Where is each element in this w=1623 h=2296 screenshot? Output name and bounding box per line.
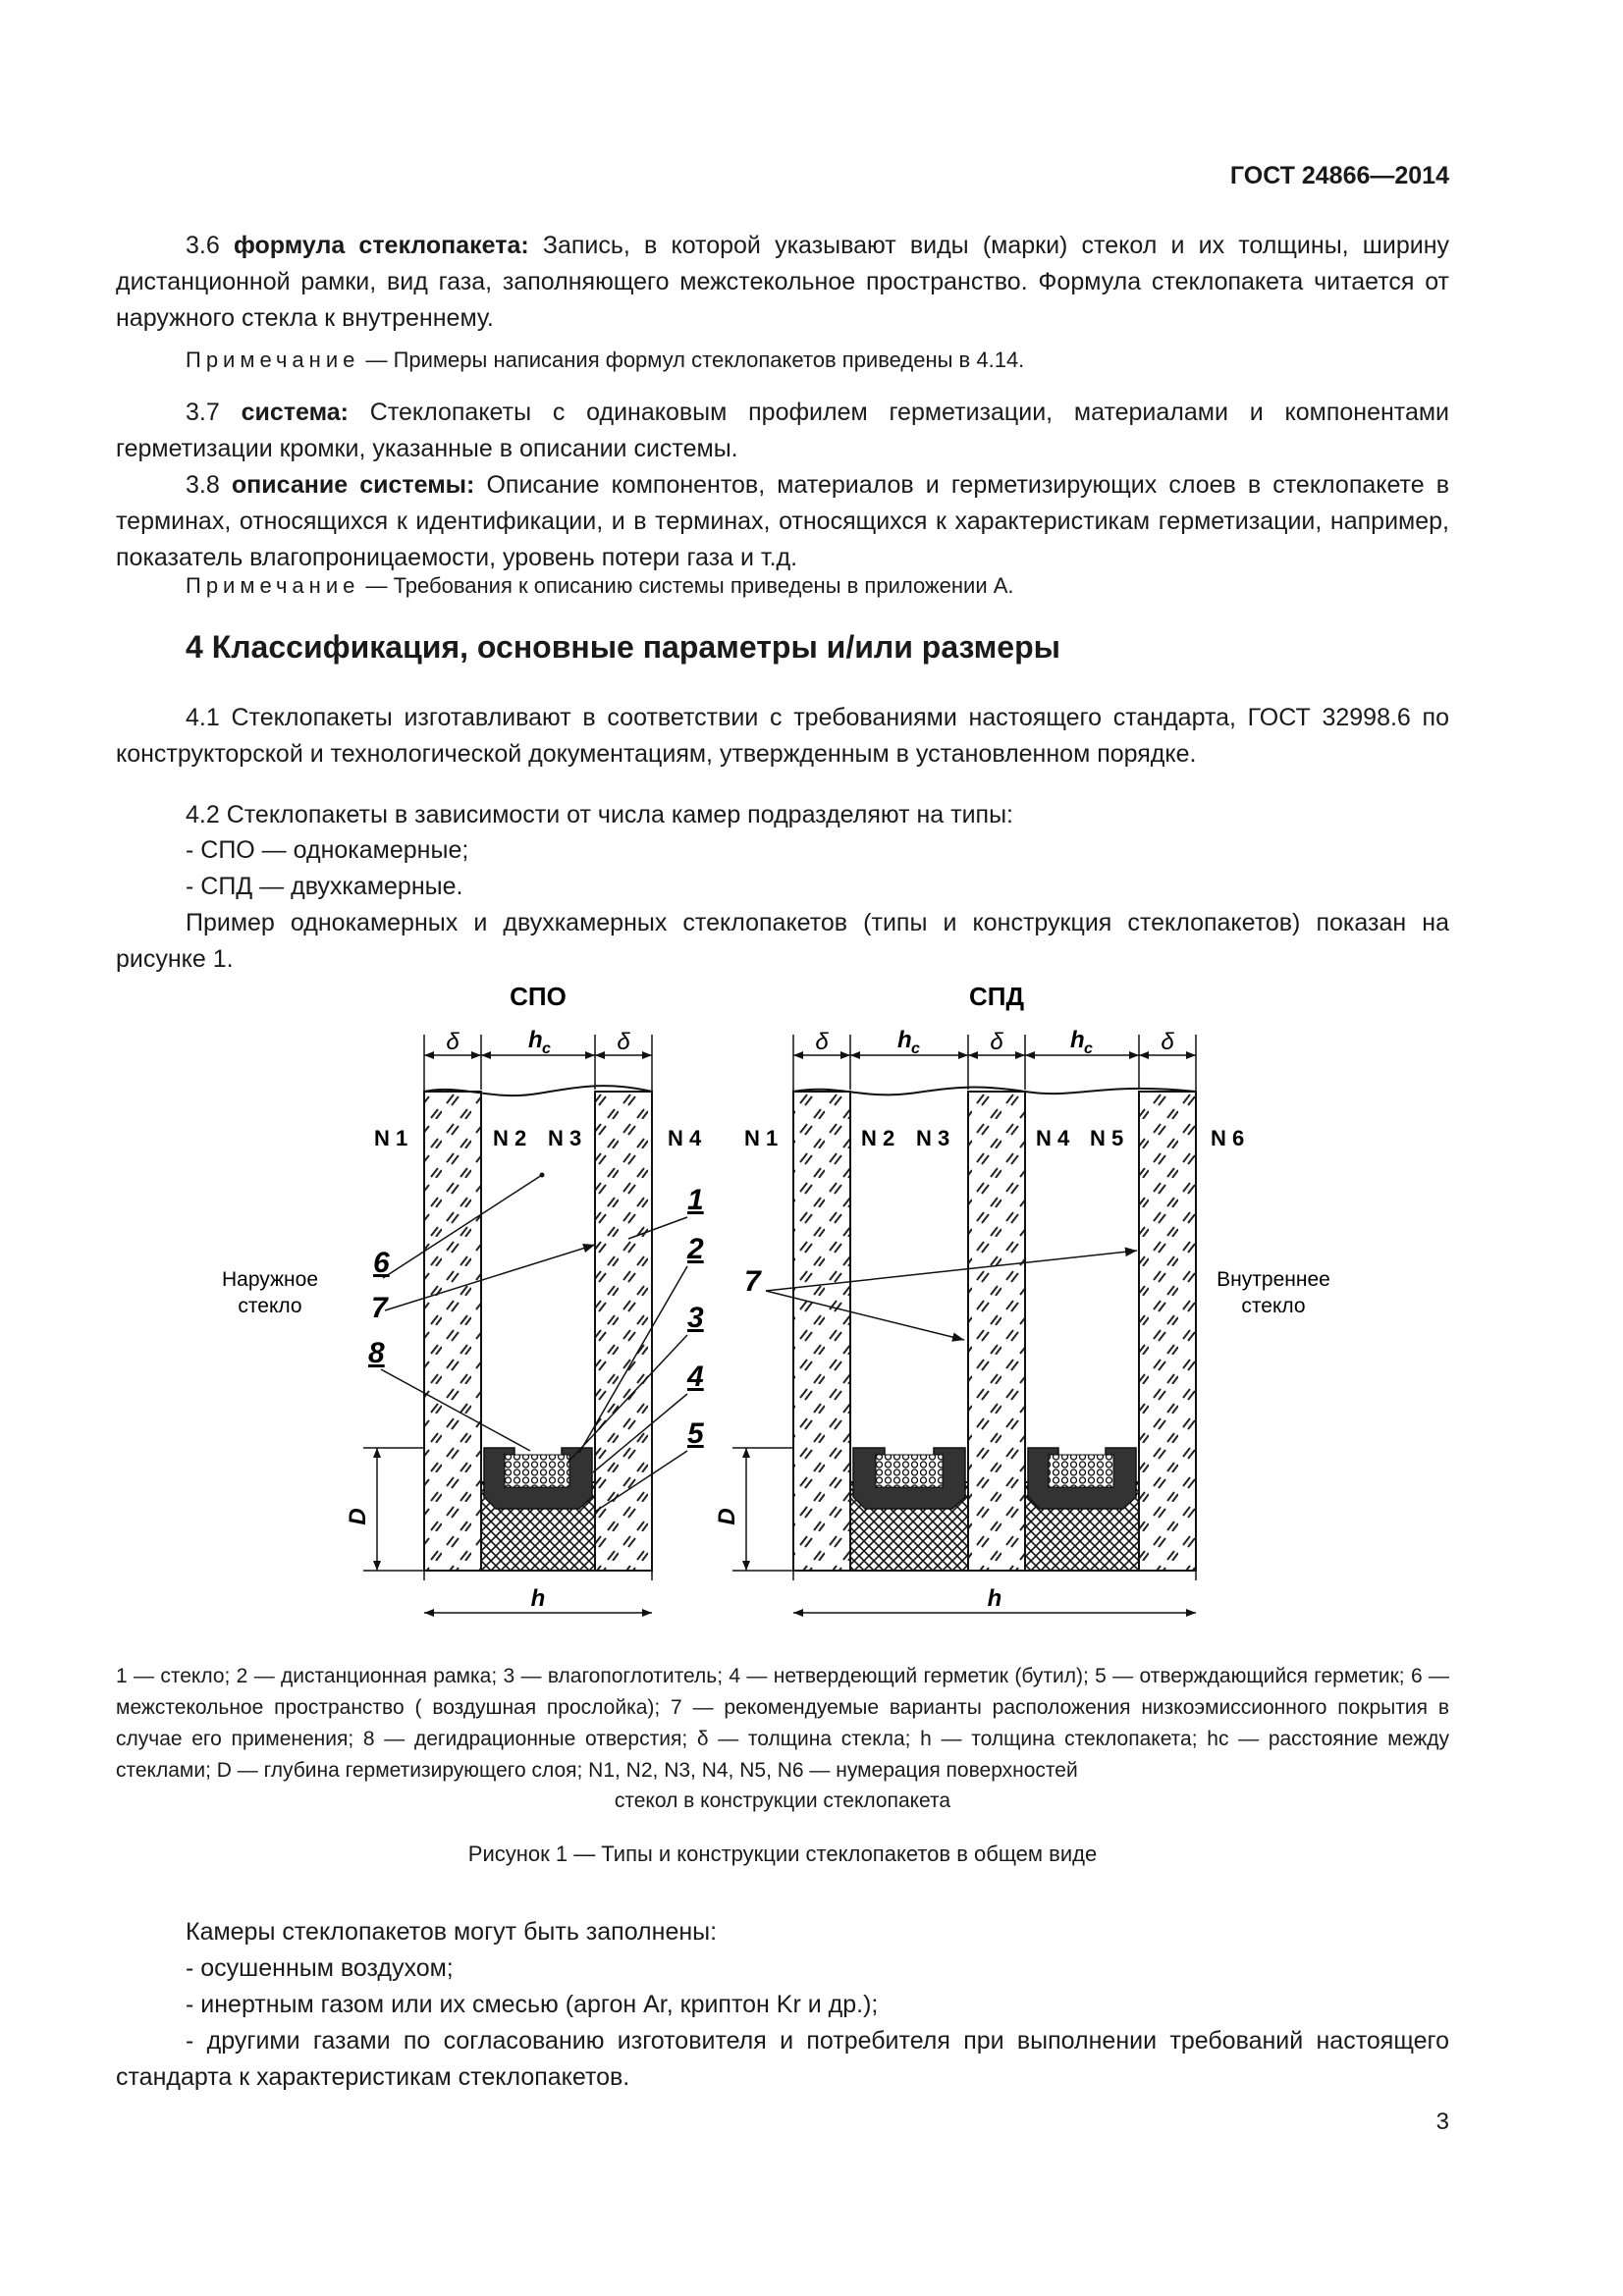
svg-text:c: c (1084, 1041, 1093, 1057)
inner-glass-pane (1139, 1092, 1196, 1571)
note-1: Примечание — Примеры написания формул стеклопакетов приведены в 4.14. (186, 347, 1025, 372)
term-formula: формула стеклопакета: (233, 232, 529, 259)
surface-label: N 3 (548, 1126, 582, 1150)
surface-label: N 4 (668, 1126, 702, 1150)
inner-glass-label: стекло (1241, 1295, 1306, 1317)
svg-text:c: c (542, 1041, 551, 1057)
outer-glass-pane (793, 1092, 850, 1571)
surface-label: N 4 (1036, 1126, 1070, 1150)
surface-label: N 6 (1211, 1126, 1245, 1150)
paragraph-3-6: 3.6 формула стеклопакета: Запись, в которой указывают виды (марки) стекол и их толщины, ширину дистанционной рамки, вид газа, заполняющего межстекольное пространство. Формула стеклопакета читается от наружного стекла к внутреннему. (116, 232, 1449, 332)
desiccant (876, 1455, 943, 1487)
paragraph-example: Пример однокамерных и двухкамерных стеклопакетов (типы и конструкция стеклопакетов) показан на рисунке 1. (116, 909, 1449, 973)
spo-diagram (222, 982, 705, 1617)
middle-glass-pane (968, 1092, 1025, 1571)
inner-glass-label: Внутреннее (1217, 1268, 1330, 1291)
chambers-list-item: - другими газами по согласованию изготовителя и потребителя при выполнении требований настоящего стандарта к характеристикам стеклопакетов. (116, 2027, 1449, 2091)
paragraph-4-2: 4.2 Стеклопакеты в зависимости от числа камер подразделяют на типы: (186, 801, 1014, 828)
callout-1: 1 (687, 1184, 704, 1216)
types-list-item: - СПО — однокамерные; (186, 836, 469, 864)
surface-label: N 3 (916, 1126, 950, 1150)
callout-6: 6 (373, 1247, 390, 1279)
types-list-item: - СПД — двухкамерные. (186, 873, 463, 900)
note-2: Примечание — Требования к описанию системы приведены в приложении А. (186, 573, 1014, 598)
svg-text:h: h (530, 1585, 546, 1612)
paragraph-3-8: 3.8 описание системы: Описание компонентов, материалов и герметизирующих слоев в стеклопакете в терминах, относящихся к идентификации, и в терминах, относящихся к характеристикам герметизации, например, показатель влагопроницаемости, уровень потери газа и т.д. (116, 471, 1450, 571)
callout-8: 8 (368, 1337, 385, 1369)
svg-text:c: c (911, 1041, 920, 1057)
paragraph-3-7: 3.7 система: Стеклопакеты с одинаковым профилем герметизации, материалами и компонентами герметизации кромки, указанные в описании системы. (116, 399, 1449, 462)
svg-text:δ: δ (815, 1029, 829, 1055)
callout-7: 7 (371, 1292, 388, 1324)
callout-7: 7 (744, 1265, 761, 1298)
figure-legend: 1 — стекло; 2 — дистанционная рамка; 3 — влагопоглотитель; 4 — нетвердеющий герметик (бутил); 5 — отверждающийся герметик; 6 — межстекольное пространство ( воздушная прослойка); 7 — рекомендуемые варианты расположения низкоэмиссионного покрытия в случае его применения; 8 — дегидрационные отверстия; δ — толщина стекла; h — толщина стеклопакета; hc — расстояние между стеклами; D — глубина герметизирующего слоя; N1, N2, N3, N4, N5, N6 — нумерация поверхностей (116, 1665, 1449, 1782)
svg-text:D: D (345, 1508, 371, 1525)
figure-caption: Рисунок 1 — Типы и конструкции стеклопакетов в общем виде (467, 1842, 1098, 1866)
chambers-intro: Камеры стеклопакетов могут быть заполнены: (186, 1918, 718, 1946)
svg-text:h: h (1070, 1027, 1085, 1053)
svg-text:D: D (714, 1508, 740, 1525)
surface-label: N 2 (861, 1126, 895, 1150)
term-system-description: описание системы: (231, 471, 475, 499)
figure-legend-last-line: стекол в конструкции стеклопакета (614, 1789, 951, 1812)
desiccant (1049, 1455, 1113, 1487)
surface-label: N 5 (1090, 1126, 1124, 1150)
surface-label: N 1 (744, 1126, 779, 1150)
page-number: 3 (1435, 2109, 1449, 2135)
surface-label: N 1 (374, 1126, 408, 1150)
spo-title: СПО (510, 982, 567, 1011)
callout-2: 2 (687, 1233, 704, 1265)
outer-glass-label: стекло (238, 1295, 302, 1317)
svg-text:h: h (987, 1585, 1002, 1612)
outer-glass-label: Наружное (221, 1268, 319, 1291)
svg-text:δ: δ (617, 1029, 630, 1055)
section-4-heading: 4 Классификация, основные параметры и/или размеры (186, 629, 1060, 665)
svg-text:δ: δ (446, 1029, 460, 1055)
svg-text:δ: δ (990, 1029, 1003, 1055)
chambers-list-item: - инертным газом или их смесью (аргон Ar, криптон Kr и др.); (186, 1991, 879, 2018)
document-header: ГОСТ 24866—2014 (1229, 162, 1449, 189)
svg-text:h: h (528, 1027, 543, 1053)
inner-glass-pane (595, 1092, 652, 1571)
chambers-list-item: - осушенным воздухом; (186, 1954, 454, 1982)
desiccant (505, 1455, 569, 1487)
svg-text:δ: δ (1161, 1029, 1174, 1055)
spd-diagram (714, 982, 1330, 1617)
spd-title: СПД (969, 982, 1024, 1011)
callout-5: 5 (687, 1417, 704, 1450)
surface-label: N 2 (493, 1126, 527, 1150)
callout-3: 3 (687, 1302, 704, 1334)
svg-text:h: h (897, 1027, 912, 1053)
term-system: система: (241, 399, 349, 426)
outer-glass-pane (424, 1092, 481, 1571)
paragraph-4-1: 4.1 Стеклопакеты изготавливают в соответствии с требованиями настоящего стандарта, ГОСТ 32998.6 по конструкторской и технологической документациям, утвержденным в установленном порядке. (116, 704, 1449, 768)
callout-4: 4 (687, 1361, 704, 1393)
